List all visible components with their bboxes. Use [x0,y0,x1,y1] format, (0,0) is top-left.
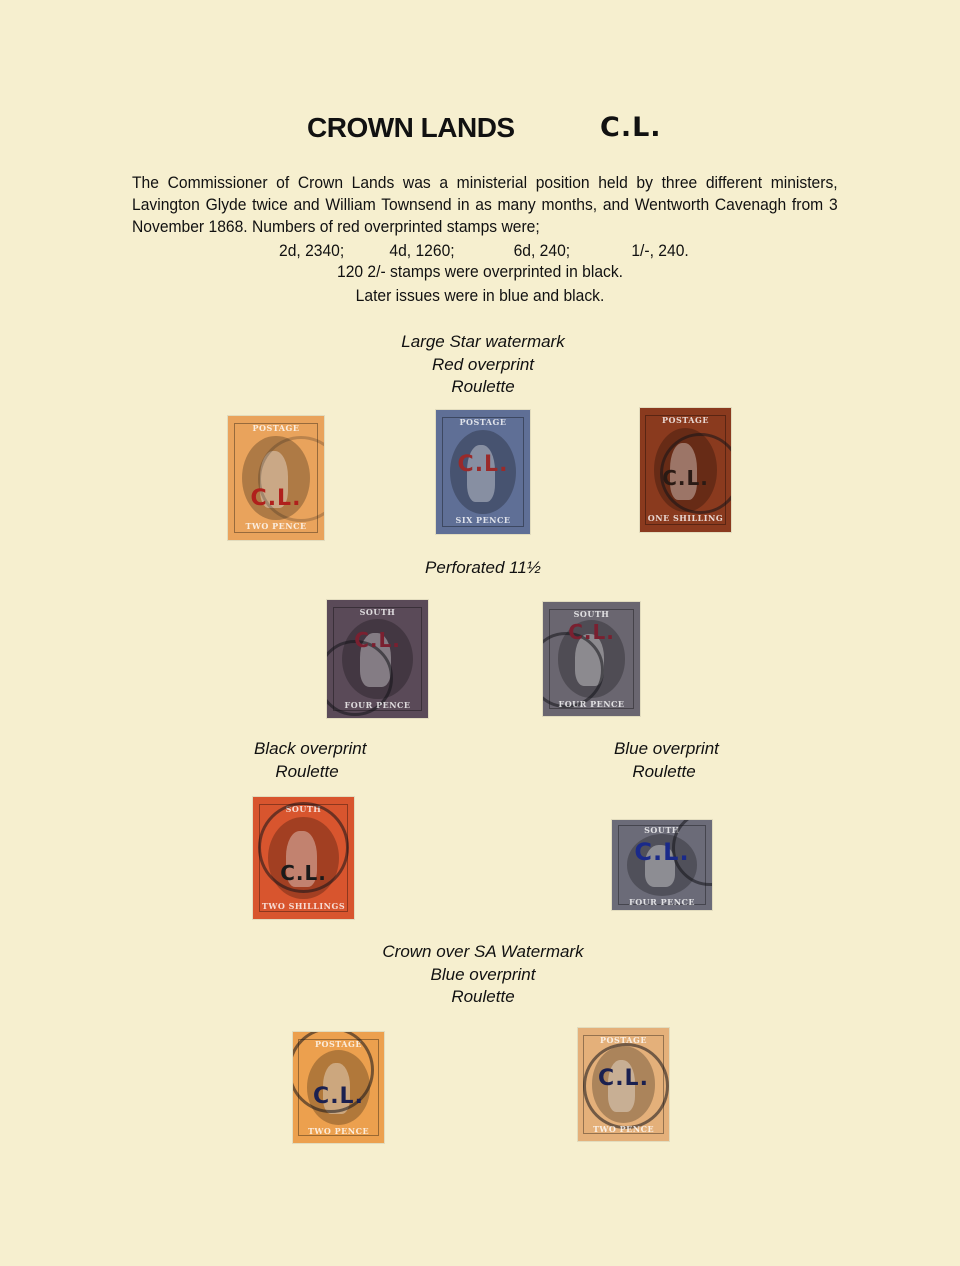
caption-line: Blue overprint [430,964,536,984]
caption-large-star [0,331,960,399]
caption-line: Roulette [451,377,515,396]
overprint: C.L. [280,861,327,885]
stamp-top-text: POSTAGE [252,423,300,434]
stamp-bottom-text: TWO PENCE [245,521,307,532]
stamp-6d-red-ovp [436,410,530,534]
stamp-top-text: SOUTH [644,825,680,834]
stamp-bottom-text: SIX PENCE [455,515,511,526]
intro-paragraph [132,172,838,238]
stamp-4d-perf-1 [327,600,428,718]
intro-text: The Commissioner of Crown Lands was a ministerial position held by three different ministers, Lavington Glyde twice and William Townsend in as many months, and Wentworth Cavenagh from 3 November 1868. Numbers of red overprinted stamps were; [132,173,838,236]
caption-black-ovp [254,738,367,783]
overprint: C.L. [598,1066,649,1091]
stamp-top-text: POSTAGE [600,1034,647,1045]
title-text: CROWN LANDS [307,112,515,143]
stamp-bottom-text: TWO SHILLINGS [261,900,346,911]
overprint: C.L. [354,628,401,652]
stamp-top-text: POSTAGE [662,415,709,426]
caption-blue-ovp [614,738,719,783]
title-abbrev: C.L. [600,112,662,143]
overprint: C.L. [250,486,302,511]
count-1s: 1/-, 240. [631,241,689,260]
overprint: C.L. [568,620,615,644]
overprint: C.L. [662,466,709,490]
stamp-bottom-text: ONE SHILLING [647,513,724,524]
stamp-top-text: POSTAGE [459,417,507,428]
stamp-2d-blue-ovp-1 [293,1032,384,1143]
stamp-4d-blue-ovp [612,820,712,910]
stamp-1s-red-ovp [640,408,731,532]
caption-line: Black overprint [254,739,367,758]
caption-line: Roulette [451,987,515,1006]
caption-line: Perforated 11½ [425,558,541,577]
caption-line: Crown over SA Watermark [382,942,584,961]
count-4d: 4d, 1260; [389,241,455,260]
caption-line: Roulette [632,761,696,781]
stamp-2d-blue-ovp-2 [578,1028,669,1141]
stamp-top-text: POSTAGE [315,1038,362,1049]
caption-line: Large Star watermark [401,332,565,351]
stamp-bottom-text: FOUR PENCE [344,700,411,711]
stamp-top-text: SOUTH [573,608,610,619]
caption-line: Blue overprint [614,739,719,758]
caption-line: Red overprint [431,354,535,374]
caption-perforated [0,557,960,580]
stamp-bottom-text: TWO PENCE [592,1124,655,1135]
caption-crown-sa [0,941,960,1009]
overprint: C.L. [313,1084,364,1109]
overprint: C.L. [457,452,509,477]
count-6d: 6d, 240; [513,241,571,260]
note-black: 120 2/- stamps were overprinted in black. [336,262,624,281]
stamp-bottom-text: FOUR PENCE [629,896,695,905]
stamp-bottom-text: FOUR PENCE [558,698,625,709]
count-2d: 2d, 2340; [279,241,345,260]
stamp-2s-black-ovp [253,797,354,919]
overprint: C.L. [634,838,690,866]
stamp-top-text: SOUTH [285,804,322,815]
stamp-top-text: SOUTH [359,607,396,618]
stamp-bottom-text: TWO PENCE [307,1126,370,1137]
note-later: Later issues were in blue and black. [355,286,605,305]
stamp-4d-perf-2 [543,602,640,716]
stamp-2d-red-ovp [228,416,324,540]
caption-line: Roulette [275,761,339,781]
